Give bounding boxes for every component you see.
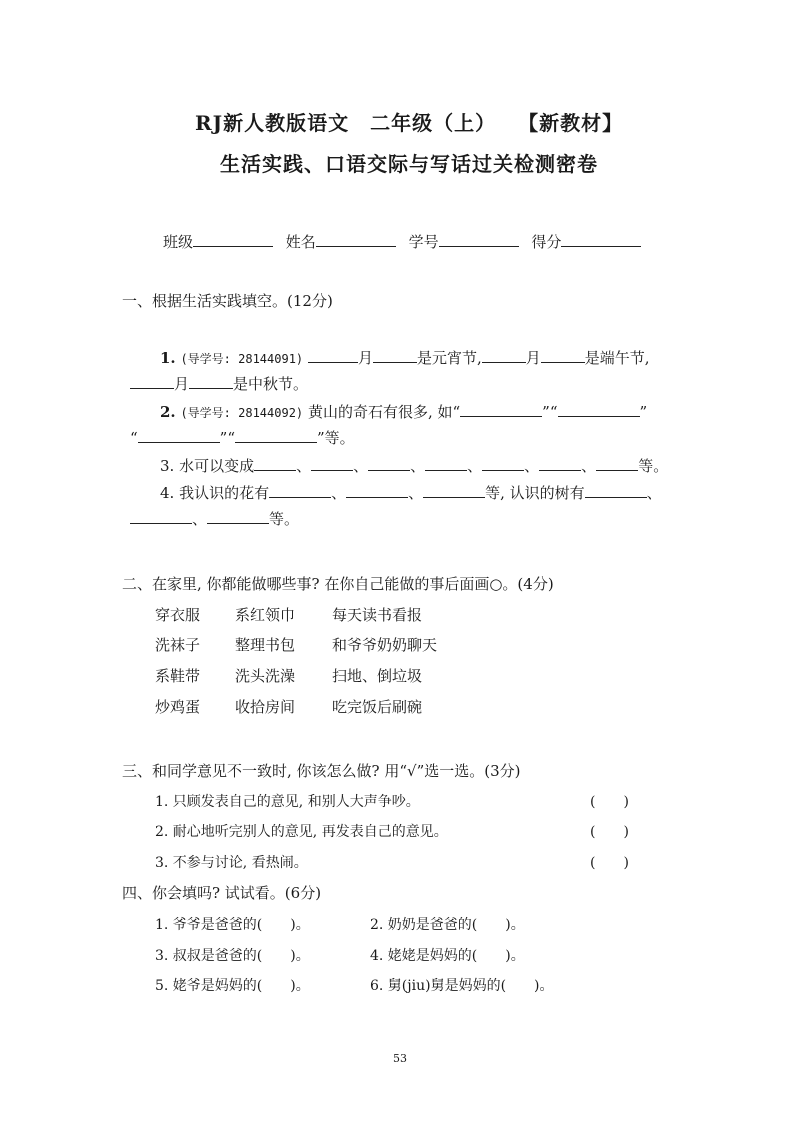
s4-item-1[interactable]: 1. 爷爷是爸爸的( )。 <box>155 917 310 933</box>
name-blank[interactable] <box>316 231 396 247</box>
q3-blank-6[interactable] <box>539 455 581 471</box>
q1-blank-3[interactable] <box>482 347 526 363</box>
s2-item: 系红领巾 <box>235 606 296 624</box>
s2-item: 每天读书看报 <box>332 606 423 624</box>
s1-q4-line2 <box>130 508 299 529</box>
s4-item-2[interactable]: 2. 奶奶是爸爸的( )。 <box>370 917 525 933</box>
q4-sep: 、 <box>408 484 424 502</box>
s1-q1-line2 <box>130 373 308 394</box>
q1-text-6: 是中秋节。 <box>233 375 309 393</box>
s3-item-3: 3. 不参与讨论, 看热闹。 <box>155 855 308 871</box>
q2-blank-4[interactable] <box>235 427 317 443</box>
q1-number: 1. <box>160 349 176 367</box>
s2-item: 收拾房间 <box>235 698 296 716</box>
q3-blank-1[interactable] <box>254 455 296 471</box>
s4-item-3[interactable]: 3. 叔叔是爸爸的( )。 <box>155 948 310 964</box>
page-title: RJ新人教版语文 二年级（上） 【新教材】 <box>195 111 624 135</box>
s3-answer-bracket[interactable]: ( ) <box>590 794 629 810</box>
q1-text-2: 是元宵节, <box>416 349 482 367</box>
s4-item-4[interactable]: 4. 姥姥是妈妈的( )。 <box>370 948 525 964</box>
q1-text-3: 月 <box>525 349 541 367</box>
section-2-heading: 二、在家里, 你都能做哪些事? 在你自己能做的事后面画○。(4分) <box>122 575 554 593</box>
q1-blank-4[interactable] <box>541 347 585 363</box>
q2-guide-tag: (导学号: 28144092) <box>180 406 304 420</box>
s2-item: 炒鸡蛋 <box>155 698 201 716</box>
q3-blank-7[interactable] <box>596 455 638 471</box>
q3-sep: 、 <box>581 457 597 475</box>
score-label: 得分 <box>531 233 562 251</box>
s2-item: 系鞋带 <box>155 667 201 685</box>
q3-blank-4[interactable] <box>425 455 467 471</box>
q3-end: 等。 <box>638 457 669 475</box>
s1-q2-line1 <box>160 401 647 422</box>
s3-item-2: 2. 耐心地听完别人的意见, 再发表自己的意见。 <box>155 824 448 840</box>
q1-text-1: 月 <box>357 349 373 367</box>
s2-item: 洗头洗澡 <box>235 667 296 685</box>
q1-blank-1[interactable] <box>308 347 358 363</box>
s2-item: 穿衣服 <box>155 606 201 624</box>
q1-guide-tag: (导学号: 28144091) <box>180 352 304 366</box>
info-line <box>163 231 641 252</box>
q2-text-4: “ <box>130 429 138 447</box>
class-label: 班级 <box>163 233 194 251</box>
id-label: 学号 <box>408 233 439 251</box>
s2-item: 和爷爷奶奶聊天 <box>332 636 438 654</box>
q4-mid: 等, 认识的树有 <box>485 484 585 502</box>
q4-text: 4. 我认识的花有 <box>160 484 270 502</box>
q1-blank-5[interactable] <box>130 373 174 389</box>
q4-blank-1[interactable] <box>269 482 331 498</box>
s3-answer-bracket[interactable]: ( ) <box>590 855 629 871</box>
id-blank[interactable] <box>439 231 519 247</box>
q4-blank-3[interactable] <box>423 482 485 498</box>
q2-blank-1[interactable] <box>460 401 542 417</box>
s1-q2-line2 <box>130 427 355 448</box>
page-subtitle: 生活实践、口语交际与写话过关检测密卷 <box>220 152 598 176</box>
q4-end: 等。 <box>269 510 300 528</box>
q4-blank-4[interactable] <box>585 482 647 498</box>
q3-sep: 、 <box>467 457 483 475</box>
q1-blank-2[interactable] <box>373 347 417 363</box>
section-1-heading: 一、根据生活实践填空。(12分) <box>122 292 333 310</box>
s1-q4-line1 <box>160 482 662 503</box>
q4-sep: 、 <box>192 510 208 528</box>
q2-text-6: ”等。 <box>317 429 355 447</box>
q4-blank-2[interactable] <box>346 482 408 498</box>
s2-item: 扫地、倒垃圾 <box>332 667 423 685</box>
section-4-heading: 四、你会填吗? 试试看。(6分) <box>122 884 322 902</box>
q1-blank-6[interactable] <box>189 373 233 389</box>
page-number: 53 <box>393 1052 407 1065</box>
name-label: 姓名 <box>285 233 316 251</box>
q2-text-3: ” <box>639 403 648 421</box>
score-blank[interactable] <box>561 231 641 247</box>
q2-text-1: 黄山的奇石有很多, 如“ <box>307 403 461 421</box>
s4-item-6[interactable]: 6. 舅(jiu)舅是妈妈的( )。 <box>370 978 554 994</box>
s4-item-5[interactable]: 5. 姥爷是妈妈的( )。 <box>155 978 310 994</box>
q3-blank-5[interactable] <box>482 455 524 471</box>
q2-blank-2[interactable] <box>558 401 640 417</box>
section-3-heading: 三、和同学意见不一致时, 你该怎么做? 用“√”选一选。(3分) <box>122 762 521 780</box>
q3-blank-3[interactable] <box>368 455 410 471</box>
q3-blank-2[interactable] <box>311 455 353 471</box>
q2-text-5: ”“ <box>219 429 236 447</box>
s2-item: 吃完饭后刷碗 <box>332 698 423 716</box>
q2-blank-3[interactable] <box>138 427 220 443</box>
q3-text: 3. 水可以变成 <box>160 457 255 475</box>
s3-item-1: 1. 只顾发表自己的意见, 和别人大声争吵。 <box>155 794 420 810</box>
q2-number: 2. <box>160 403 176 421</box>
s1-q3 <box>160 455 668 476</box>
q3-sep: 、 <box>410 457 426 475</box>
q1-text-5: 月 <box>174 375 190 393</box>
q3-sep: 、 <box>296 457 312 475</box>
q4-sep: 、 <box>646 484 662 502</box>
s1-q1-line1 <box>160 347 650 368</box>
s2-item: 整理书包 <box>235 636 296 654</box>
q4-blank-6[interactable] <box>207 508 269 524</box>
q2-text-2: ”“ <box>542 403 558 421</box>
q3-sep: 、 <box>524 457 540 475</box>
q4-sep: 、 <box>331 484 347 502</box>
q4-blank-5[interactable] <box>130 508 192 524</box>
q3-sep: 、 <box>353 457 369 475</box>
class-blank[interactable] <box>193 231 273 247</box>
q1-text-4: 是端午节, <box>584 349 650 367</box>
s2-item: 洗袜子 <box>155 636 201 654</box>
s3-answer-bracket[interactable]: ( ) <box>590 824 629 840</box>
